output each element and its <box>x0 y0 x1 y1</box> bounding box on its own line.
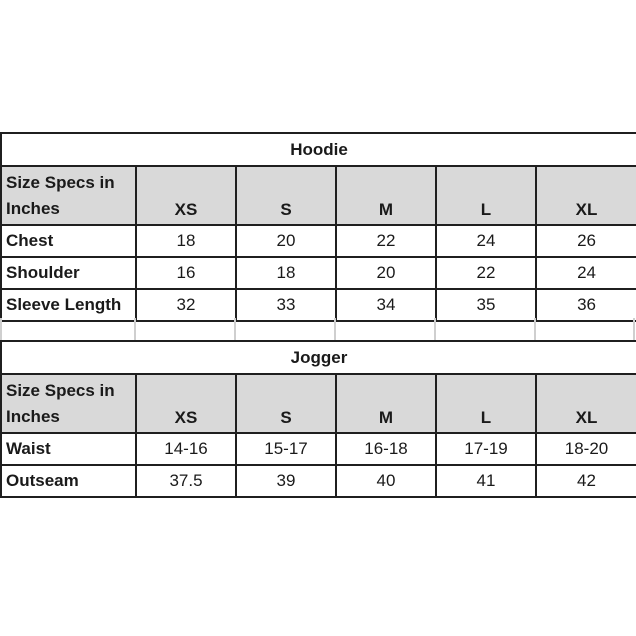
size-header-xl: XL <box>536 374 636 433</box>
table-cell: 36 <box>536 289 636 321</box>
row-label-waist: Waist <box>1 433 136 465</box>
size-header-m: M <box>336 374 436 433</box>
size-header-l: L <box>436 374 536 433</box>
row-label-shoulder: Shoulder <box>1 257 136 289</box>
size-header-m: M <box>336 166 436 225</box>
spec-header: Size Specs in Inches <box>1 166 136 225</box>
table-cell: 18-20 <box>536 433 636 465</box>
table-row <box>1 225 636 257</box>
row-label-chest: Chest <box>1 225 136 257</box>
table-cell: 26 <box>536 225 636 257</box>
table-cell: 41 <box>436 465 536 497</box>
table-cell: 20 <box>336 257 436 289</box>
table-cell: 37.5 <box>136 465 236 497</box>
size-header-xs: XS <box>136 166 236 225</box>
table-spacer <box>0 318 636 342</box>
table-cell: 33 <box>236 289 336 321</box>
table-cell: 40 <box>336 465 436 497</box>
table-cell: 24 <box>436 225 536 257</box>
table-cell: 39 <box>236 465 336 497</box>
table-cell: 42 <box>536 465 636 497</box>
table-cell: 20 <box>236 225 336 257</box>
table-cell: 16-18 <box>336 433 436 465</box>
table-cell: 24 <box>536 257 636 289</box>
table-cell: 22 <box>336 225 436 257</box>
table-cell: 16 <box>136 257 236 289</box>
row-label-outseam: Outseam <box>1 465 136 497</box>
table-cell: 32 <box>136 289 236 321</box>
jogger-size-table <box>0 340 636 498</box>
hoodie-title: Hoodie <box>1 133 636 166</box>
table-cell: 14-16 <box>136 433 236 465</box>
table-cell: 18 <box>236 257 336 289</box>
hoodie-size-table <box>0 132 636 322</box>
table-cell: 17-19 <box>436 433 536 465</box>
size-header-xs: XS <box>136 374 236 433</box>
table-row <box>1 289 636 321</box>
size-header-s: S <box>236 166 336 225</box>
table-cell: 34 <box>336 289 436 321</box>
table-row <box>1 257 636 289</box>
size-header-l: L <box>436 166 536 225</box>
size-header-s: S <box>236 374 336 433</box>
table-cell: 18 <box>136 225 236 257</box>
jogger-title: Jogger <box>1 341 636 374</box>
table-cell: 15-17 <box>236 433 336 465</box>
table-cell: 22 <box>436 257 536 289</box>
size-header-xl: XL <box>536 166 636 225</box>
spec-header: Size Specs in Inches <box>1 374 136 433</box>
table-row <box>1 433 636 465</box>
row-label-sleeve-length: Sleeve Length <box>1 289 136 321</box>
table-row <box>1 465 636 497</box>
table-cell: 35 <box>436 289 536 321</box>
